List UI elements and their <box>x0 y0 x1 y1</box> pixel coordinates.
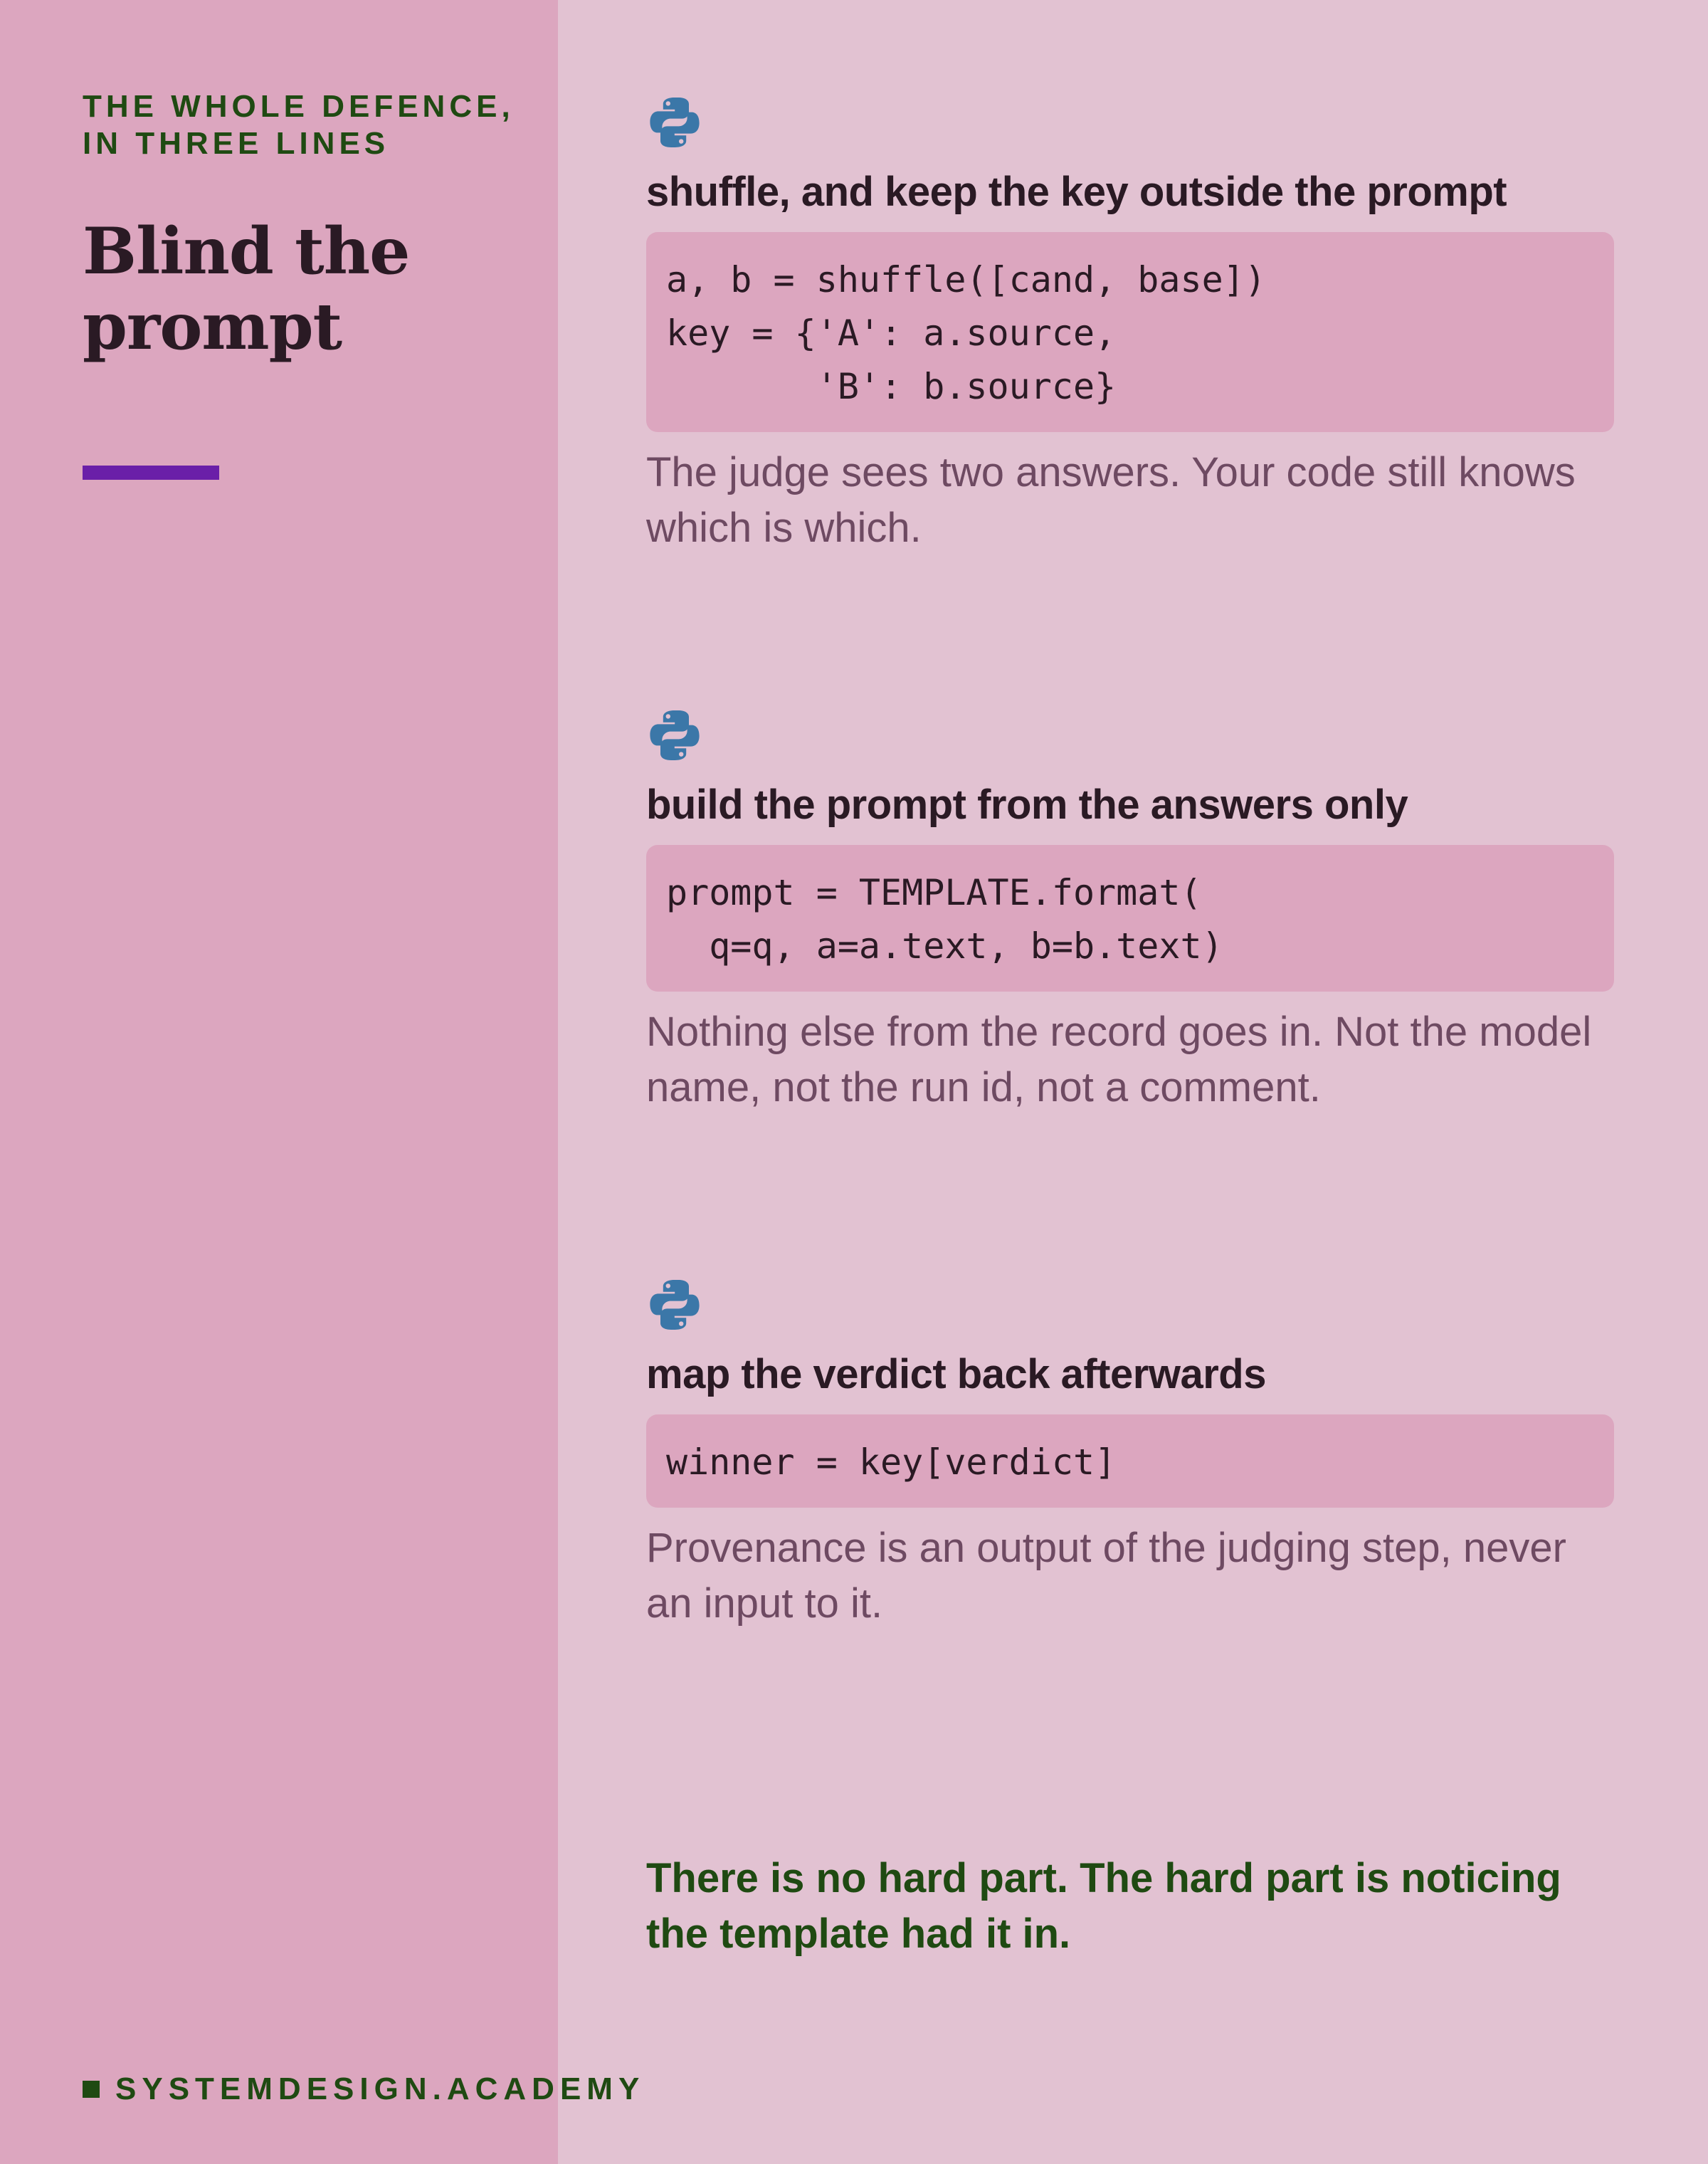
brand-square-icon <box>83 2081 100 2098</box>
code-block: prompt = TEMPLATE.format( q=q, a=a.text, b=b.text) <box>646 845 1614 992</box>
python-icon <box>646 94 703 151</box>
python-icon <box>646 1276 703 1333</box>
sidebar <box>0 0 645 2164</box>
brand-label: SYSTEMDESIGN.ACADEMY <box>115 2071 645 2106</box>
step-heading: shuffle, and keep the key outside the prompt <box>646 169 1507 215</box>
step-2 <box>646 707 1614 1115</box>
eyebrow-label: THE WHOLE DEFENCE, IN THREE LINES <box>83 89 515 161</box>
step-3 <box>646 1276 1614 1632</box>
step-heading: build the prompt from the answers only <box>646 782 1408 828</box>
code-block: a, b = shuffle([cand, base]) key = {'A': a.source, 'B': b.source} <box>646 232 1614 432</box>
accent-divider <box>83 466 219 480</box>
step-heading: map the verdict back afterwards <box>646 1351 1266 1397</box>
python-icon <box>646 707 703 764</box>
code-block: winner = key[verdict] <box>646 1414 1614 1508</box>
page-title: Blind the prompt <box>83 214 410 364</box>
step-1 <box>646 94 1614 556</box>
brand-footer <box>83 2071 645 2107</box>
closing-statement: There is no hard part. The hard part is noticing the template had it in. <box>646 1855 1561 1957</box>
step-description: Provenance is an output of the judging step, never an input to it. <box>646 1525 1566 1627</box>
step-description: The judge sees two answers. Your code still knows which is which. <box>646 449 1576 551</box>
step-description: Nothing else from the record goes in. Not the model name, not the run id, not a comment. <box>646 1009 1592 1110</box>
